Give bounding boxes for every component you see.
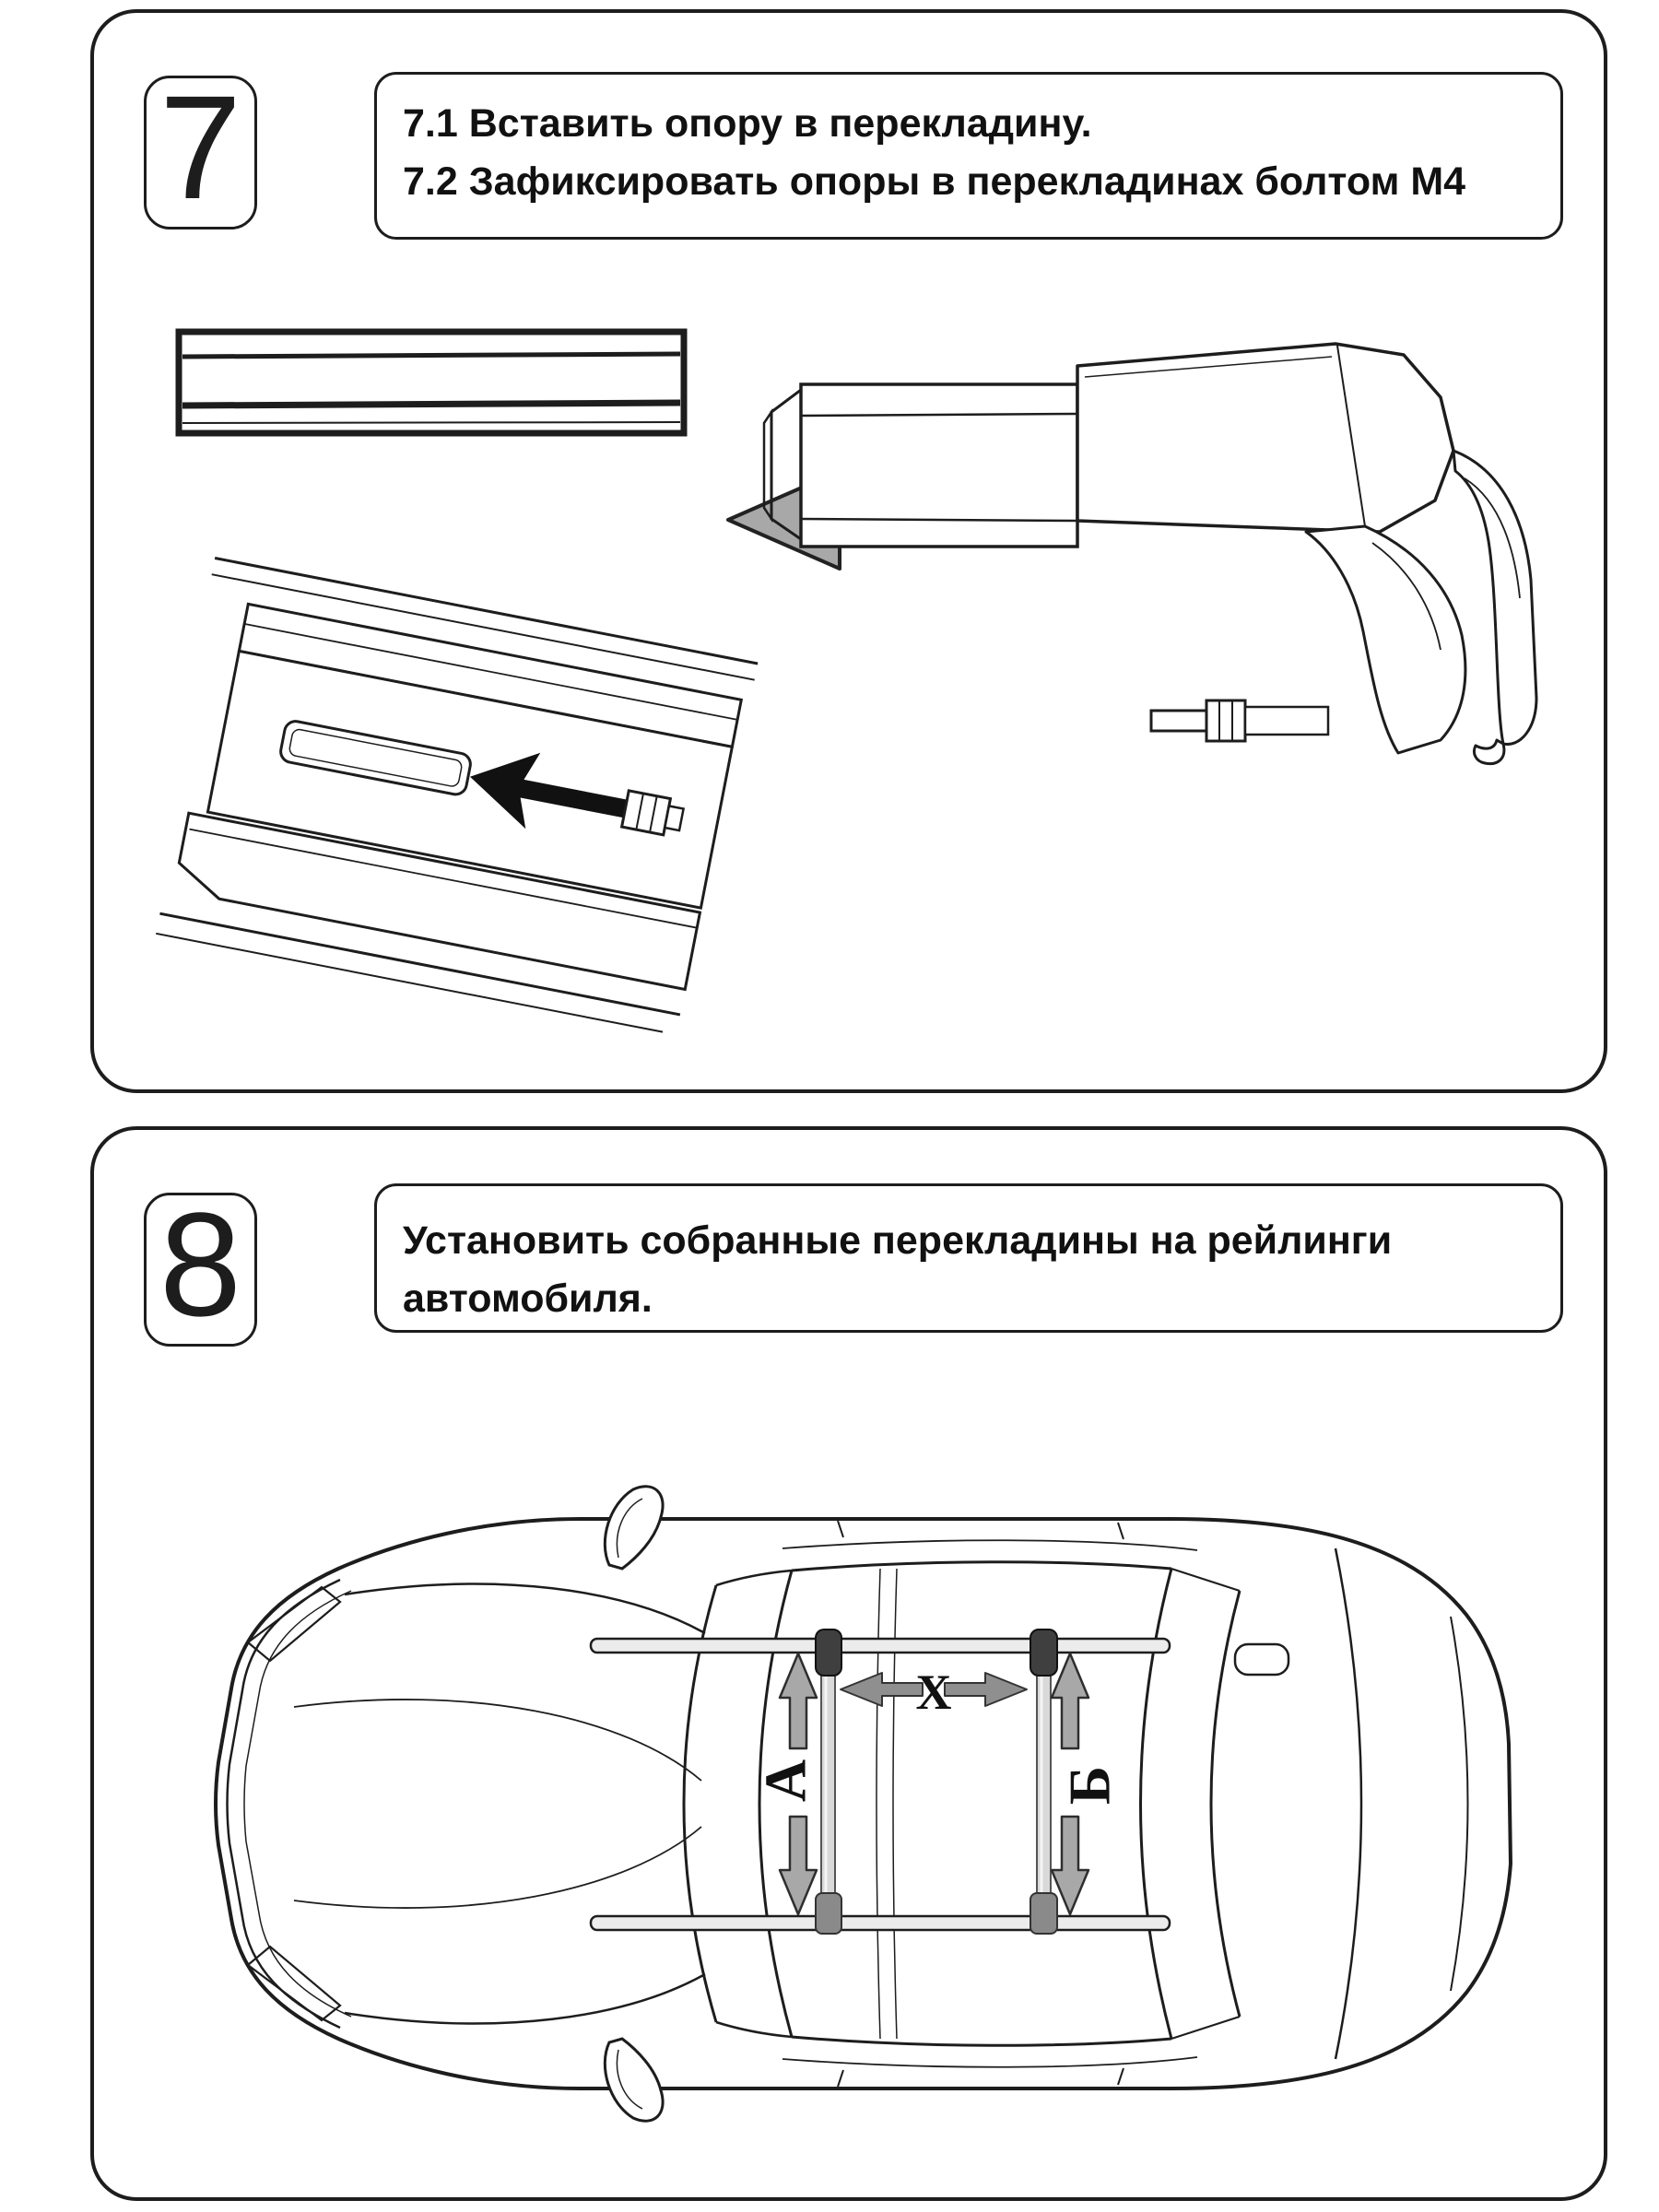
roof-rail-left [591,1639,1170,1653]
car-top-view-drawing [193,1477,1520,2131]
step8-number: 8 [159,1181,241,1347]
crossbar-profile-drawing [175,328,688,437]
step7-instruction-box [374,72,1563,240]
distance-x-label: X [915,1665,952,1720]
rear-crossbar-label: Б [1056,1765,1123,1806]
roof-rail-right [591,1916,1170,1930]
step7-panel [90,9,1607,1093]
step7-instruction-line2: 7.2 Зафиксировать опоры в перекладинах болтом М4 [403,159,1466,204]
bolt-detail-drawing [188,555,741,1043]
fuel-cap [1235,1644,1288,1675]
step8-panel [90,1126,1607,2201]
step8-number-box [144,1181,257,1347]
step8-instruction-line2: автомобиля. [403,1277,653,1321]
step7-instruction-line1: 7.1 Вставить опору в перекладину. [403,101,1092,146]
step8-instruction-line1: Установить собранные перекладины на рейлинги [403,1218,1393,1263]
step8-instruction-box [374,1183,1563,1333]
step7-number-box [144,64,257,229]
step7-number: 7 [159,64,241,229]
support-foot-drawing [764,312,1552,764]
car-body-outline [216,1519,1511,2088]
front-crossbar-label: А [752,1759,818,1803]
